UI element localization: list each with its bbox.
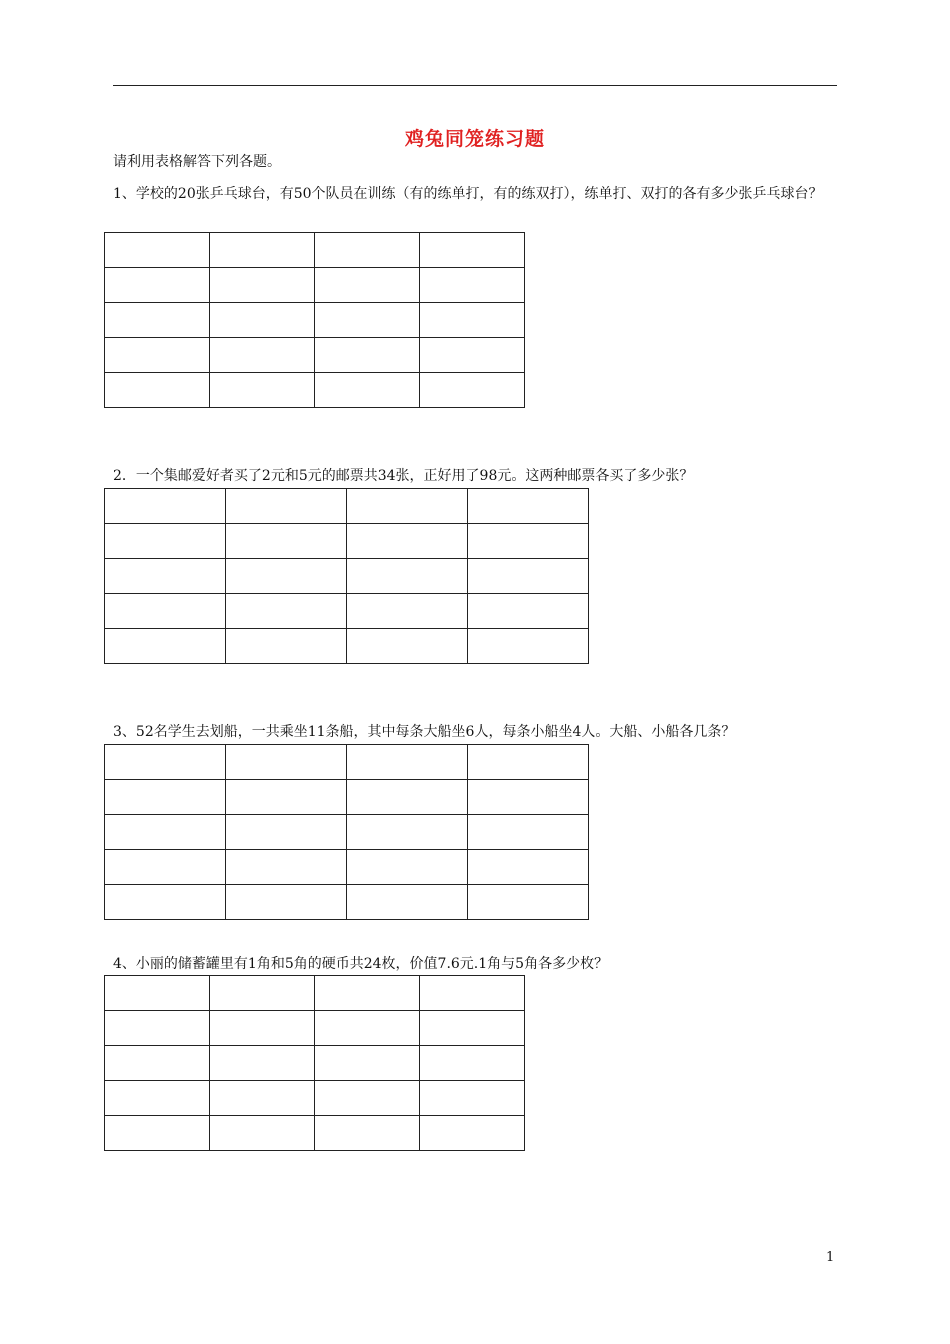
table-cell[interactable] [315,976,420,1011]
table-cell[interactable] [105,373,210,408]
table-cell[interactable] [105,885,226,920]
table-cell[interactable] [105,1116,210,1151]
answer-table-1[interactable] [104,232,525,408]
table-cell[interactable] [347,629,468,664]
table-cell[interactable] [347,524,468,559]
table-cell[interactable] [347,559,468,594]
table-cell[interactable] [468,559,589,594]
table-cell[interactable] [420,268,525,303]
table-row [105,745,589,780]
table-row [105,594,589,629]
question-4: 4、小丽的储蓄罐里有1角和5角的硬币共24枚，价值7.6元.1角与5角各多少枚？ [113,956,609,972]
table-cell[interactable] [105,1081,210,1116]
table-cell[interactable] [226,815,347,850]
header-rule [113,85,837,86]
table-row [105,1011,525,1046]
table-cell[interactable] [420,373,525,408]
table-row [105,1046,525,1081]
table-row [105,850,589,885]
table-row [105,885,589,920]
table-cell[interactable] [226,629,347,664]
table-cell[interactable] [105,780,226,815]
answer-table-2[interactable] [104,488,589,664]
answer-table-4[interactable] [104,975,525,1151]
table-cell[interactable] [210,1046,315,1081]
table-cell[interactable] [420,1081,525,1116]
table-cell[interactable] [315,373,420,408]
page-title: 鸡兔同笼练习题 [404,128,545,150]
table-cell[interactable] [210,976,315,1011]
table-cell[interactable] [105,745,226,780]
table-cell[interactable] [315,1046,420,1081]
table-cell[interactable] [210,233,315,268]
table-cell[interactable] [468,594,589,629]
table-cell[interactable] [468,489,589,524]
table-row [105,373,525,408]
table-row [105,976,525,1011]
table-cell[interactable] [347,745,468,780]
table-row [105,338,525,373]
table-row [105,780,589,815]
table-cell[interactable] [468,524,589,559]
question-3: 3、52名学生去划船，一共乘坐11条船，其中每条大船坐6人，每条小船坐4人。大船、小船各几条？ [113,724,736,740]
table-row [105,629,589,664]
table-cell[interactable] [468,745,589,780]
table-row [105,1116,525,1151]
question-1: 1、学校的20张乒乓球台，有50个队员在训练（有的练单打，有的练双打），练单打、双打的各有多少张乒乓球台？ [113,186,823,202]
table-cell[interactable] [420,233,525,268]
table-row [105,815,589,850]
table-cell[interactable] [347,489,468,524]
table-cell[interactable] [315,338,420,373]
table-cell[interactable] [315,268,420,303]
table-row [105,524,589,559]
table-cell[interactable] [468,815,589,850]
table-cell[interactable] [105,303,210,338]
table-cell[interactable] [105,1046,210,1081]
table-cell[interactable] [105,338,210,373]
table-cell[interactable] [210,268,315,303]
table-cell[interactable] [226,745,347,780]
table-cell[interactable] [347,815,468,850]
table-cell[interactable] [210,1081,315,1116]
table-cell[interactable] [315,1011,420,1046]
table-cell[interactable] [420,338,525,373]
table-cell[interactable] [347,850,468,885]
table-cell[interactable] [468,629,589,664]
table-cell[interactable] [105,976,210,1011]
table-cell[interactable] [105,268,210,303]
table-cell[interactable] [105,850,226,885]
table-cell[interactable] [226,489,347,524]
table-cell[interactable] [105,559,226,594]
table-cell[interactable] [226,885,347,920]
table-cell[interactable] [468,885,589,920]
table-cell[interactable] [315,303,420,338]
table-cell[interactable] [468,850,589,885]
table-cell[interactable] [226,559,347,594]
table-cell[interactable] [347,885,468,920]
table-cell[interactable] [315,1116,420,1151]
table-cell[interactable] [226,850,347,885]
table-cell[interactable] [105,1011,210,1046]
table-cell[interactable] [226,594,347,629]
table-cell[interactable] [210,303,315,338]
page-number: 1 [826,1250,835,1265]
table-cell[interactable] [468,780,589,815]
table-cell[interactable] [347,594,468,629]
table-cell[interactable] [420,1116,525,1151]
table-cell[interactable] [210,338,315,373]
table-cell[interactable] [105,629,226,664]
table-cell[interactable] [226,524,347,559]
table-cell[interactable] [420,976,525,1011]
table-cell[interactable] [420,1046,525,1081]
question-2: 2．一个集邮爱好者买了2元和5元的邮票共34张，正好用了98元。这两种邮票各买了多少张？ [113,468,694,484]
table-cell[interactable] [210,373,315,408]
table-cell[interactable] [226,780,347,815]
table-cell[interactable] [315,233,420,268]
table-row [105,559,589,594]
table-row [105,489,589,524]
table-cell[interactable] [210,1116,315,1151]
table-cell[interactable] [210,1011,315,1046]
table-cell[interactable] [420,303,525,338]
instruction-text: 请利用表格解答下列各题。 [113,154,281,170]
table-cell[interactable] [105,815,226,850]
table-cell[interactable] [347,780,468,815]
table-cell[interactable] [105,489,226,524]
table-cell[interactable] [105,594,226,629]
table-row [105,233,525,268]
table-cell[interactable] [315,1081,420,1116]
table-row [105,1081,525,1116]
table-row [105,268,525,303]
table-cell[interactable] [105,233,210,268]
answer-table-3[interactable] [104,744,589,920]
table-cell[interactable] [420,1011,525,1046]
table-cell[interactable] [105,524,226,559]
table-row [105,303,525,338]
